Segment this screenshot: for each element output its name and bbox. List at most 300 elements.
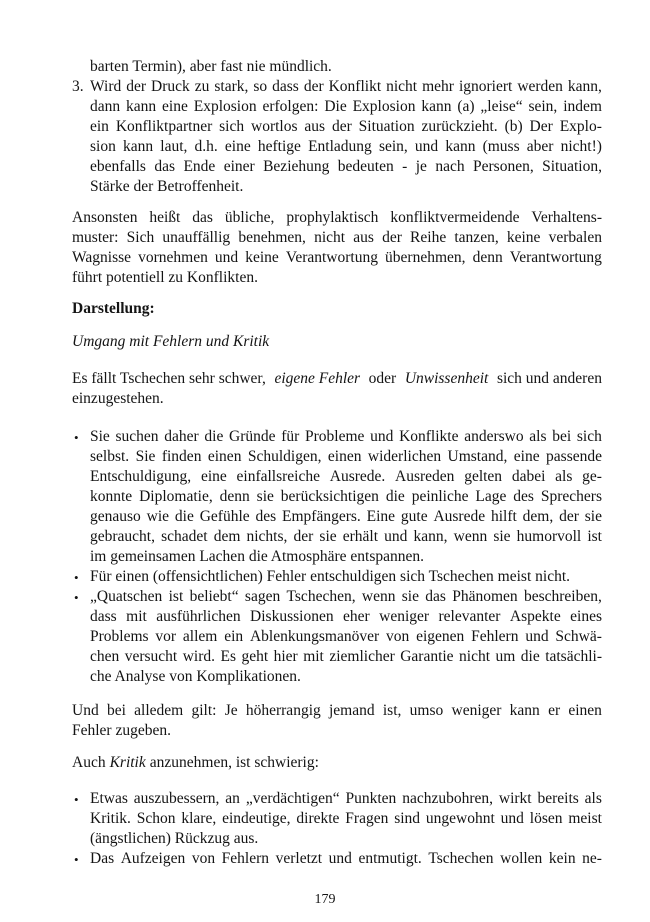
word: jemand <box>329 702 375 719</box>
word: tanzen, <box>454 229 499 246</box>
word: erfolgen: <box>262 98 319 115</box>
list-marker-3: 3. <box>72 78 84 95</box>
word: dem, <box>522 508 554 525</box>
word: wirkt <box>498 790 532 807</box>
word: ein <box>90 118 109 135</box>
word: bedeuten <box>337 158 394 175</box>
word: dabei <box>511 468 546 485</box>
word: weniger <box>451 702 502 719</box>
item3-line-text: Stärke der Betroffenheit. <box>90 178 244 195</box>
word: Punkten <box>345 790 397 807</box>
word: lösen <box>529 810 563 827</box>
word: ist <box>168 588 184 605</box>
word: der <box>293 528 314 545</box>
word: denn <box>472 249 503 266</box>
word: die <box>385 488 405 505</box>
word: Explo- <box>559 118 602 135</box>
word: wenn <box>453 528 488 545</box>
word: Umstand, <box>447 448 508 465</box>
word: Probleme <box>305 428 365 445</box>
word: sie <box>319 528 337 545</box>
para2-text: sich und anderen <box>496 370 602 387</box>
word: heißt <box>149 209 181 226</box>
para2-text: einzugestehen. <box>72 390 164 407</box>
bullet3-line <box>90 587 602 607</box>
word: Eine <box>366 508 396 525</box>
continuation-line <box>90 57 332 77</box>
word: kann, <box>567 78 602 95</box>
word: bereits <box>537 790 579 807</box>
word: Schwä- <box>555 628 602 645</box>
word: Gefühle <box>199 508 250 525</box>
word: nicht <box>314 229 346 246</box>
word: Entladung <box>308 138 372 155</box>
word: Konfliktpartner <box>115 118 213 135</box>
word: um <box>495 648 516 665</box>
subsection-heading <box>72 332 269 352</box>
word: konfliktvermeidende <box>390 209 520 226</box>
word: Verantwortung <box>285 249 378 266</box>
word: einen <box>568 702 602 719</box>
bullet1-line <box>90 467 602 487</box>
word: Etwas <box>90 790 128 807</box>
bullet3-line <box>90 647 602 667</box>
word: Sie <box>90 428 110 445</box>
bullet-marker: • <box>74 430 79 445</box>
word: eine <box>200 468 227 485</box>
word: aber <box>526 138 554 155</box>
word: Wird <box>90 78 122 95</box>
word: gilt: <box>191 702 217 719</box>
word: unauffällig <box>162 229 231 246</box>
word: dann <box>90 98 121 115</box>
bullet4-line-text: (ängstlichen) Rückzug aus. <box>90 830 259 847</box>
word: nicht!) <box>560 138 602 155</box>
word: eindeutige, <box>222 810 291 827</box>
para2-text: oder <box>368 370 397 387</box>
item3-line <box>90 117 602 137</box>
bullet-marker: • <box>74 792 79 807</box>
word: Personen, <box>473 158 534 175</box>
word: höherrangig <box>245 702 321 719</box>
word: sie <box>401 588 419 605</box>
word: zu <box>194 78 210 95</box>
word: Sie <box>135 448 156 465</box>
word: Entschuldigung, <box>90 468 192 485</box>
word: Beziehung <box>263 158 330 175</box>
word: Sich <box>126 229 155 246</box>
word: er <box>548 702 561 719</box>
word: kein <box>548 850 576 867</box>
word: werden <box>517 78 563 95</box>
word: des <box>513 488 534 505</box>
word: auszubessern, <box>133 790 220 807</box>
word: Problems <box>90 628 149 645</box>
word: - <box>402 158 408 175</box>
word: wie <box>146 508 170 525</box>
word: „verdächtigen“ <box>245 790 340 807</box>
item3-line <box>90 157 602 177</box>
word: prophylaktisch <box>286 209 379 226</box>
word: kann <box>421 98 452 115</box>
word: Das <box>90 850 115 867</box>
word: für <box>281 428 300 445</box>
word: weniger <box>379 608 430 625</box>
word: und <box>384 528 408 545</box>
word: einen <box>327 448 362 465</box>
word: einfallsreiche <box>236 468 320 485</box>
word: Es <box>220 648 236 665</box>
word: sie <box>493 528 511 545</box>
word: Explosion <box>193 98 257 115</box>
word: daher <box>164 428 199 445</box>
word: finden <box>161 448 202 465</box>
word: die <box>174 508 194 525</box>
word: sion <box>90 138 116 155</box>
item3-line <box>90 97 602 117</box>
word: Explosion <box>352 98 416 115</box>
word: suchen <box>115 428 159 445</box>
bullet1-line <box>90 487 602 507</box>
word: selbst. <box>90 448 130 465</box>
word: Phänomen <box>452 588 518 605</box>
word: und <box>214 249 239 266</box>
word: gute <box>400 508 428 525</box>
word: schadet <box>161 528 208 545</box>
word: gelten <box>464 468 503 485</box>
word: (a) <box>457 98 475 115</box>
word: mit <box>126 608 147 625</box>
para4-emphasis: Kritik <box>109 754 146 771</box>
word: des <box>255 508 277 525</box>
bullet-marker: • <box>74 570 79 585</box>
word: Sprechers <box>540 488 602 505</box>
word: mehr <box>422 78 454 95</box>
word: umso <box>409 702 444 719</box>
word: Je <box>224 702 238 719</box>
word: und <box>525 628 549 645</box>
word: einer <box>223 158 255 175</box>
word: eine <box>224 138 251 155</box>
para2-line <box>72 369 602 389</box>
word: keine <box>506 229 541 246</box>
word: dem <box>213 528 241 545</box>
word: eine <box>162 98 188 115</box>
word: einen <box>207 448 242 465</box>
word: kann <box>445 138 476 155</box>
word: ein <box>224 628 244 645</box>
word: Ansonsten <box>72 209 138 226</box>
word: nichts, <box>246 528 288 545</box>
bullet3-line-text: che Analyse von Komplikationen. <box>90 668 301 685</box>
word: indem <box>563 98 602 115</box>
word: wollen <box>500 850 543 867</box>
word: das <box>425 588 446 605</box>
word: beschreiben, <box>523 588 602 605</box>
word: nicht <box>386 78 418 95</box>
word: Konflikte <box>399 428 459 445</box>
word: dass <box>90 608 117 625</box>
word: übliche, <box>224 209 275 226</box>
word: eines <box>570 608 602 625</box>
word: Fehlern <box>471 628 519 645</box>
word: der <box>559 508 579 525</box>
word: denn <box>219 488 250 505</box>
word: eine <box>513 448 540 465</box>
word: Garantie <box>400 648 454 665</box>
bullet2-line-text: Für einen (offensichtlichen) Fehler entschuldigen sich Tschechen meist nicht. <box>90 568 571 585</box>
word: die <box>204 428 224 445</box>
bullet4-line <box>90 789 602 809</box>
word: Aspekte <box>509 608 561 625</box>
word: ne- <box>582 850 602 867</box>
word: bei <box>552 428 572 445</box>
word: Diskussionen <box>250 608 334 625</box>
word: dass <box>272 78 299 95</box>
para3-line-text: Fehler zugeben. <box>72 722 171 739</box>
word: aus <box>304 118 326 135</box>
word: gebraucht, <box>90 528 155 545</box>
word: Verantwortung <box>509 249 602 266</box>
word: ist <box>587 528 602 545</box>
word: sein, <box>378 138 408 155</box>
word: und <box>414 138 439 155</box>
word: Schuldigen, <box>247 448 322 465</box>
section-heading <box>72 299 155 319</box>
word: der <box>382 229 402 246</box>
word: Ausreden <box>395 468 455 485</box>
bullet-marker: • <box>74 590 79 605</box>
word: das <box>192 209 213 226</box>
word: alledem <box>134 702 184 719</box>
word: je <box>415 158 427 175</box>
word: versucht <box>124 648 178 665</box>
para1-line-text: führt potentiell zu Konflikten. <box>72 269 258 286</box>
word: eher <box>343 608 370 625</box>
continuation-text: barten Termin), aber fast nie mündlich. <box>90 58 332 75</box>
word: d.h. <box>194 138 218 155</box>
bullet3-line <box>90 627 602 647</box>
word: relevanter <box>438 608 501 625</box>
word: Empfängers. <box>282 508 361 525</box>
word: kann <box>509 702 540 719</box>
word: Kritik. <box>90 810 131 827</box>
word: „leise“ <box>480 98 523 115</box>
word: Schon <box>136 810 176 827</box>
word: anderswo <box>464 428 524 445</box>
word: aus <box>353 229 374 246</box>
bullet4-line <box>90 829 258 849</box>
word: zurückzieht. <box>421 118 498 135</box>
bullet4-line <box>90 809 602 829</box>
word: und <box>370 428 394 445</box>
para1-line <box>72 208 602 228</box>
word: die <box>520 648 540 665</box>
word: kann <box>126 98 157 115</box>
para1-line <box>72 248 602 268</box>
word: „Quatschen <box>90 588 163 605</box>
word: der <box>126 78 147 95</box>
word: Druck <box>151 78 190 95</box>
word: hier <box>273 648 298 665</box>
word: konnte <box>90 488 133 505</box>
para1-line <box>72 268 258 288</box>
word: (b) <box>504 118 523 135</box>
para2-line <box>72 389 164 409</box>
word: sind <box>394 810 421 827</box>
item3-line <box>90 77 602 97</box>
word: der <box>303 78 324 95</box>
word: (muss <box>482 138 520 155</box>
word: Gründe <box>229 428 276 445</box>
word: ge- <box>582 468 602 485</box>
bullet-item-pointing-errors <box>90 849 602 869</box>
word: widerlichen <box>367 448 442 465</box>
word: verbalen <box>548 229 602 246</box>
word: heftige <box>257 138 301 155</box>
word: laut, <box>160 138 188 155</box>
word: Verhaltens- <box>531 209 602 226</box>
word: wortlos <box>251 118 298 135</box>
word: Aufzeigen <box>120 850 186 867</box>
word: als <box>529 428 547 445</box>
word: vornehmen <box>138 249 208 266</box>
bullet-marker: • <box>74 852 79 867</box>
para4-text: Auch <box>72 754 106 771</box>
word: keine <box>245 249 279 266</box>
word: meist <box>568 810 602 827</box>
word: an <box>225 790 240 807</box>
word: entmutigt. <box>358 850 422 867</box>
bullet1-line <box>90 527 602 547</box>
word: Der <box>529 118 553 135</box>
bullet1-line <box>90 427 602 447</box>
word: Fragen <box>345 810 389 827</box>
word: allem <box>182 628 218 645</box>
bullet3-line <box>90 607 602 627</box>
word: Fehlern <box>221 850 270 867</box>
word: Lage <box>475 488 507 505</box>
word: humorvoll <box>516 528 582 545</box>
word: geht <box>241 648 269 665</box>
word: tatsächli- <box>545 648 602 665</box>
word: sich <box>576 428 602 445</box>
bullet3-line <box>90 667 301 687</box>
word: übernehmen, <box>385 249 466 266</box>
word: ignoriert <box>458 78 513 95</box>
word: nach <box>435 158 465 175</box>
word: bei <box>106 702 126 719</box>
word: berücksichtigen <box>280 488 379 505</box>
bullet-item-no-apology <box>90 567 570 587</box>
word: und <box>328 850 352 867</box>
word: direkte <box>296 810 340 827</box>
word: ist, <box>382 702 402 719</box>
para4-text: anzunehmen, ist schwierig: <box>149 754 319 771</box>
word: Situation <box>358 118 415 135</box>
para1-line <box>72 228 602 248</box>
word: nachzubohren, <box>402 790 493 807</box>
word: Wagnisse <box>72 249 132 266</box>
word: mit <box>303 648 324 665</box>
word: Situation, <box>542 158 602 175</box>
section-heading-text: Darstellung: <box>72 300 155 317</box>
para2-emphasis: Unwissenheit <box>404 370 489 387</box>
word: Und <box>72 702 99 719</box>
word: das <box>154 158 176 175</box>
word: sagen <box>244 588 281 605</box>
word: Tschechen <box>428 850 494 867</box>
word: Ausrede <box>433 508 486 525</box>
word: ebenfalls <box>90 158 146 175</box>
word: stark, <box>214 78 249 95</box>
word: erhält <box>342 528 379 545</box>
word: genauso <box>90 508 141 525</box>
word: Ablenkungsmanöver <box>249 628 380 645</box>
word: kann, <box>413 528 448 545</box>
word: Ende <box>183 158 216 175</box>
word: chen <box>90 648 120 665</box>
word: Die <box>324 98 347 115</box>
bullet1-line <box>90 547 424 567</box>
word: vor <box>155 628 177 645</box>
word: Tschechen, <box>286 588 356 605</box>
word: ungewohnt <box>425 810 495 827</box>
word: sich <box>219 118 245 135</box>
word: Konflikt <box>328 78 382 95</box>
word: so <box>253 78 268 95</box>
word: sie <box>584 508 602 525</box>
bullet1-line-text: im gemeinsamen Lachen die Atmosphäre entspannen. <box>90 548 425 565</box>
word: von <box>191 850 216 867</box>
para3-line <box>72 721 171 741</box>
word: nicht <box>459 648 491 665</box>
item3-line <box>90 137 602 157</box>
bullet1-line <box>90 507 602 527</box>
word: Ausrede. <box>329 468 386 485</box>
para3-line <box>72 701 602 721</box>
bullet1-line <box>90 447 602 467</box>
word: ausführlichen <box>156 608 241 625</box>
word: beliebt“ <box>189 588 239 605</box>
para2-text: Es fällt Tschechen sehr schwer, <box>72 370 266 387</box>
subsection-heading-text: Umgang mit Fehlern und Kritik <box>72 333 270 350</box>
word: klare, <box>181 810 217 827</box>
word: sie <box>256 488 274 505</box>
paragraph-criticism <box>72 753 319 773</box>
word: als <box>584 790 602 807</box>
word: benehmen, <box>238 229 306 246</box>
word: kann <box>122 138 154 155</box>
item3-line <box>90 177 243 197</box>
word: Diplomatie, <box>139 488 213 505</box>
word: passende <box>546 448 602 465</box>
word: hilft <box>490 508 517 525</box>
para2-emphasis: eigene Fehler <box>274 370 361 387</box>
word: peinliche <box>411 488 469 505</box>
word: wird. <box>182 648 216 665</box>
word: ziemlicher <box>329 648 395 665</box>
word: als <box>555 468 573 485</box>
word: und <box>500 810 524 827</box>
word: eigenen <box>416 628 465 645</box>
word: wenn <box>361 588 396 605</box>
word: verletzt <box>275 850 323 867</box>
word: muster: <box>72 229 119 246</box>
word: sein, <box>528 98 558 115</box>
word: von <box>385 628 410 645</box>
page-number: 179 <box>314 892 336 907</box>
